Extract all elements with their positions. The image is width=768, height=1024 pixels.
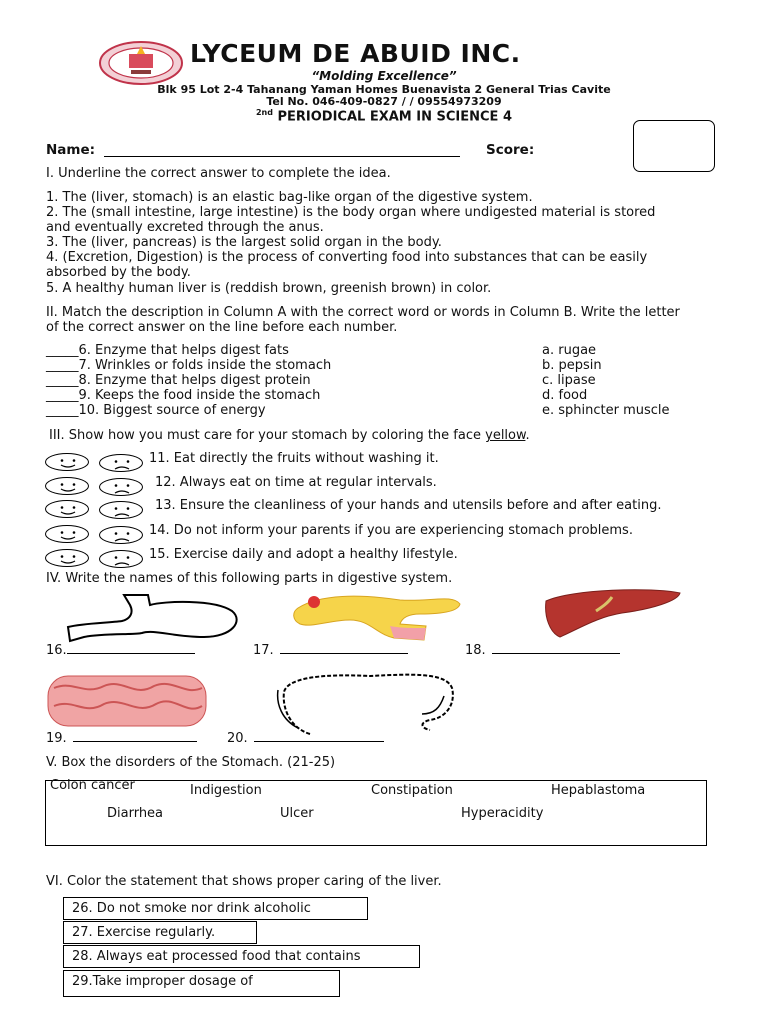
part1-instruction: I. Underline the correct answer to complete the idea. — [46, 166, 391, 181]
column-b-item: e. sphincter muscle — [542, 403, 670, 418]
column-b-item: d. food — [542, 388, 588, 403]
disorder-word[interactable]: Colon cancer — [50, 778, 135, 793]
school-tel: Tel No. 046-409-0827 / / 09554973209 — [266, 95, 502, 108]
part1-line: 4. (Excretion, Digestion) is the process of converting food into substances that can be easily — [46, 250, 648, 265]
name-field[interactable] — [104, 156, 460, 157]
answer-line[interactable] — [465, 643, 620, 658]
liver-statement-box[interactable] — [63, 897, 368, 920]
disorder-word[interactable]: Hepablastoma — [551, 783, 646, 798]
disorder-word[interactable]: Diarrhea — [107, 806, 164, 821]
liver-statement-box[interactable] — [63, 970, 340, 997]
part3-instruction-end: . — [525, 428, 530, 443]
happy-face-icon[interactable] — [45, 549, 89, 567]
sad-face-icon[interactable] — [99, 526, 143, 544]
small-intestine-image — [44, 672, 210, 734]
answer-line[interactable] — [46, 643, 195, 658]
part1-line: absorbed by the body. — [46, 265, 191, 280]
pancreas-image — [290, 590, 462, 646]
score-label: Score: — [486, 142, 535, 158]
part2-instruction: II. Match the description in Column A with the correct word or words in Column B. Write the letter — [46, 305, 680, 320]
sad-face-icon[interactable] — [99, 454, 143, 472]
liver-statement: 29.Take improper dosage of — [72, 974, 253, 989]
answer-label: 16. — [46, 643, 67, 658]
answer-line[interactable] — [46, 731, 197, 746]
part3-item: 12. Always eat on time at regular intervals. — [155, 475, 437, 490]
column-a-item: _____9. Keeps the food inside the stomach — [46, 388, 321, 403]
part3-item: 13. Ensure the cleanliness of your hands and utensils before and after eating. — [155, 498, 662, 513]
part2-instruction: of the correct answer on the line before each number. — [46, 320, 398, 335]
part3-item: 15. Exercise daily and adopt a healthy lifestyle. — [149, 547, 458, 562]
part4-instruction: IV. Write the names of this following parts in digestive system. — [46, 571, 453, 586]
part1-line: 3. The (liver, pancreas) is the largest solid organ in the body. — [46, 235, 442, 250]
happy-face-icon[interactable] — [45, 453, 89, 471]
liver-statement: 28. Always eat processed food that contains — [72, 949, 361, 964]
part1-line: and eventually excreted through the anus. — [46, 220, 324, 235]
school-name: LYCEUM DE ABUID INC. — [190, 39, 521, 68]
column-b-item: a. rugae — [542, 343, 597, 358]
stomach-outline-image — [64, 593, 240, 647]
liver-statement: 26. Do not smoke nor drink alcoholic — [72, 901, 311, 916]
happy-face-icon[interactable] — [45, 525, 89, 543]
part1-line: 2. The (small intestine, large intestine) is the body organ where undigested material is stored — [46, 205, 656, 220]
part1-line: 1. The (liver, stomach) is an elastic bag-like organ of the digestive system. — [46, 190, 533, 205]
liver-image — [542, 587, 682, 643]
part3-instruction-color: yellow — [485, 428, 526, 443]
name-label: Name: — [46, 142, 96, 158]
part3-item: 11. Eat directly the fruits without washing it. — [149, 451, 439, 466]
liver-statement: 27. Exercise regularly. — [72, 925, 216, 940]
answer-line[interactable] — [227, 731, 384, 746]
sad-face-icon[interactable] — [99, 501, 143, 519]
answer-label: 17. — [253, 643, 274, 658]
sad-face-icon[interactable] — [99, 550, 143, 568]
happy-face-icon[interactable] — [45, 500, 89, 518]
part6-instruction: VI. Color the statement that shows proper caring of the liver. — [46, 874, 442, 889]
disorder-word[interactable]: Indigestion — [190, 783, 262, 798]
column-a-item: _____6. Enzyme that helps digest fats — [46, 343, 289, 358]
column-b-item: b. pepsin — [542, 358, 602, 373]
answer-label: 20. — [227, 731, 248, 746]
column-a-item: _____8. Enzyme that helps digest protein — [46, 373, 311, 388]
exam-title-text: PERIODICAL EXAM IN SCIENCE 4 — [277, 109, 513, 125]
part3-item: 14. Do not inform your parents if you are experiencing stomach problems. — [149, 523, 633, 538]
part1-line: 5. A healthy human liver is (reddish brown, greenish brown) in color. — [46, 281, 492, 296]
answer-label: 19. — [46, 731, 67, 746]
part3-instruction-text: III. Show how you must care for your stomach by coloring the face — [49, 428, 486, 443]
column-b-item: c. lipase — [542, 373, 596, 388]
sad-face-icon[interactable] — [99, 478, 143, 496]
column-a-item: _____10. Biggest source of energy — [46, 403, 266, 418]
motto: “Molding Excellence” — [311, 69, 457, 83]
column-a-item: _____7. Wrinkles or folds inside the stomach — [46, 358, 332, 373]
part5-instruction: V. Box the disorders of the Stomach. (21-25) — [46, 755, 336, 770]
happy-face-icon[interactable] — [45, 477, 89, 495]
disorder-word[interactable]: Constipation — [371, 783, 453, 798]
exam-ordinal: 2nd — [255, 108, 273, 117]
answer-label: 18. — [465, 643, 486, 658]
answer-line[interactable] — [253, 643, 408, 658]
disorder-word[interactable]: Ulcer — [280, 806, 314, 821]
score-box[interactable] — [633, 120, 715, 172]
liver-statement-box[interactable] — [63, 945, 420, 968]
disorder-word[interactable]: Hyperacidity — [461, 806, 544, 821]
school-address: Blk 95 Lot 2-4 Tahanang Yaman Homes Buenavista 2 General Trias Cavite — [157, 83, 611, 96]
liver-statement-box[interactable] — [63, 921, 257, 944]
part3-instruction — [49, 428, 530, 443]
